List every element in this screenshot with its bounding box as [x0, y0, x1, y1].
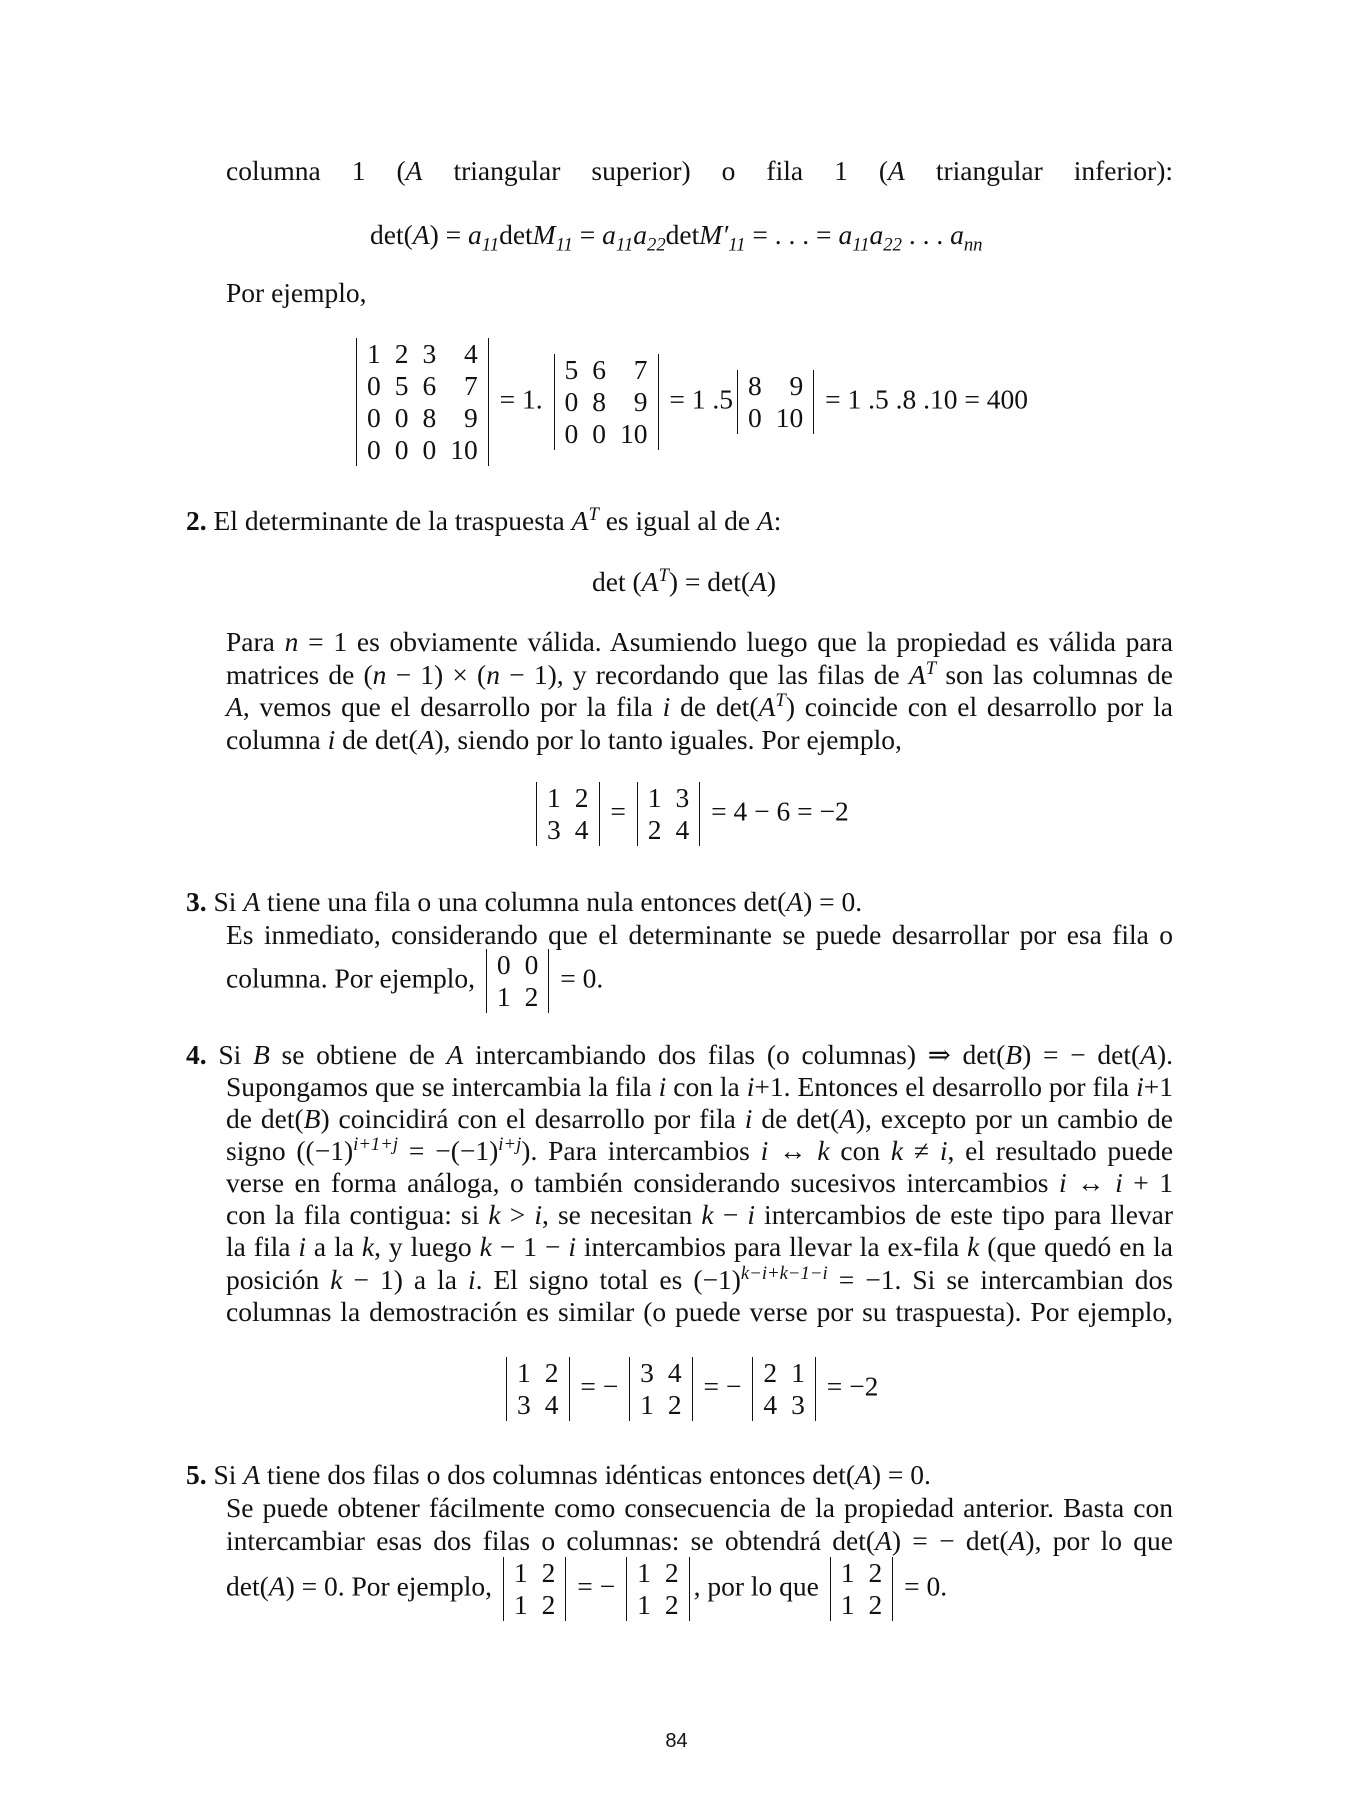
math-variable: A	[405, 155, 423, 186]
math-variable: a	[950, 219, 964, 250]
math-variable: n	[284, 626, 299, 657]
text-line: matrices de (n − 1) × (n − 1), y recordando que las filas de $A^T$ son las columnas de	[226, 657, 1173, 690]
matrix-entry: 1	[637, 1557, 651, 1588]
text-line-with-example: columna. Por ejemplo, 0 0 1 2 = 0.	[226, 949, 604, 1012]
math-variable: i	[298, 1231, 306, 1262]
matrix-entry: 1	[637, 1589, 651, 1620]
math-variable: A	[226, 691, 243, 722]
matrix-entry: 2	[541, 1589, 556, 1620]
math-variable: A	[756, 505, 774, 536]
text-line-with-example: det(A) = 0. Por ejemplo, 1 2 1 2 = − 1 2 1 2 , por lo que 1 2 1 2 = 0.	[226, 1557, 948, 1620]
matrix-entry: 2	[664, 1589, 679, 1620]
text-line: con la fila contigua: si k > i, se necesitan k − i intercambios de este tipo para llevar	[226, 1199, 1174, 1230]
math-variable: A	[908, 659, 926, 690]
matrix-entry: 0	[422, 434, 437, 465]
determinant-matrix	[629, 1357, 693, 1421]
matrix-entry: 1	[513, 1557, 528, 1588]
superscript: T	[925, 657, 937, 679]
math-variable: A	[417, 724, 435, 755]
math-variable: B	[1005, 1039, 1023, 1070]
matrix-entry: 3	[675, 782, 690, 813]
math-variable: M	[532, 219, 556, 250]
page-number: 84	[665, 1730, 688, 1752]
matrix-entry: 1	[647, 782, 662, 813]
text-line: Es inmediato, considerando que el determinante se puede desarrollar por esa fila o	[226, 919, 1173, 950]
superscript: T	[775, 689, 786, 711]
math-variable: i	[327, 724, 336, 755]
math-variable: A	[243, 1459, 261, 1490]
equation-example-transpose: 1 2 3 4 = 1 3 2 4 = 4 − 6 = −2	[532, 782, 849, 846]
text-line: Para n = 1 es obviamente válida. Asumiendo luego que la propiedad es válida para	[226, 626, 1173, 657]
matrix-entry: 5	[394, 370, 409, 401]
matrix-entry: 1	[367, 338, 381, 369]
matrix-entry: 0	[524, 949, 539, 980]
math-variable: i	[747, 1199, 755, 1230]
text-line: Por ejemplo,	[226, 277, 367, 308]
math-variable: A	[888, 155, 905, 186]
math-variable: A	[446, 1039, 464, 1070]
equation-triangular-det: $\det(A) = a_{11}\det M_{11} = a_{11}a_{22}\det M'_{11}$ = . . . = $a_{11}a_{22}$ . . . $a_{nn}$	[370, 219, 983, 256]
math-variable: A	[750, 566, 767, 597]
matrix-entry: 9	[633, 386, 648, 417]
matrix-entry: 4	[574, 814, 589, 845]
math-variable: k	[361, 1231, 375, 1262]
matrix-entry: 2	[868, 1589, 883, 1620]
math-variable: k	[330, 1264, 343, 1295]
text-line: verse en forma análoga, o también considerando sucesivos intercambios i ↔ i + 1	[226, 1167, 1174, 1198]
math-variable: M′	[699, 219, 729, 250]
math-variable: k	[817, 1135, 830, 1166]
equation-example-swap: 1 2 3 4 = − 3 4 1 2 = − 2 1 4 3 = −2	[502, 1357, 878, 1421]
determinant-matrix	[486, 949, 550, 1013]
matrix-entry: 1	[840, 1589, 855, 1620]
determinant-matrix	[536, 782, 600, 846]
matrix-entry: 7	[464, 370, 478, 401]
matrix-entry: 2	[664, 1557, 679, 1588]
math-variable: A	[1008, 1525, 1026, 1556]
superscript: T	[588, 503, 599, 525]
math-variable: A	[855, 1459, 872, 1490]
math-variable: A	[786, 886, 804, 917]
property-4-heading: 4. Si B se obtiene de A intercambiando dos filas (o columnas) ⇒ det(B) = − det(A).	[186, 1039, 1174, 1070]
matrix-entry: 1	[640, 1389, 654, 1420]
item-number: 2.	[186, 505, 207, 536]
subscript: 11	[852, 234, 870, 256]
property-3-heading: 3. Si A tiene una fila o una columna nula entonces det(A) = 0.	[186, 886, 863, 917]
superscript: T	[658, 564, 669, 586]
item-number: 3.	[186, 886, 207, 917]
matrix-entry: 0	[394, 402, 409, 433]
matrix-entry: 3	[791, 1389, 805, 1420]
matrix-entry: 9	[464, 402, 478, 433]
matrix-entry: 2	[763, 1357, 778, 1388]
math-variable: i	[568, 1231, 576, 1262]
math-variable: B	[303, 1103, 321, 1134]
matrix-entry: 0	[394, 434, 409, 465]
item-number: 5.	[186, 1459, 207, 1490]
matrix-entry: 6	[422, 370, 437, 401]
matrix-entry: 3	[422, 338, 437, 369]
equation-example-4x4: 1 2 3 4 0 5 6 7 0 0 8 9 0 0 0 10 = 1. 5 6 7 0 8 9 0 0 10 = 1 .5 8 9 0 10 = 1 .5 .8 .10 = 400	[352, 338, 1028, 466]
matrix-entry: 4	[544, 1389, 559, 1420]
math-variable: a	[869, 219, 884, 250]
determinant-matrix	[554, 354, 659, 450]
matrix-entry: 2	[544, 1357, 559, 1388]
subscript: nn	[963, 234, 983, 256]
matrix-entry: 1	[791, 1357, 805, 1388]
matrix-entry: 7	[633, 354, 648, 385]
matrix-entry: 2	[524, 981, 539, 1012]
math-variable: i	[534, 1199, 542, 1230]
math-variable: i	[658, 1071, 667, 1102]
text-line: columna i de det(A), siendo por lo tanto iguales. Por ejemplo,	[226, 724, 902, 755]
math-variable: A	[641, 566, 659, 597]
math-variable: a	[838, 219, 853, 250]
superscript: i+j	[498, 1133, 522, 1155]
math-variable: A	[838, 1103, 856, 1134]
matrix-entry: 4	[763, 1389, 778, 1420]
equation-transpose: $\det (A^T) = \det(A)$	[592, 564, 777, 597]
matrix-entry: 3	[547, 814, 561, 845]
subscript: 11	[728, 234, 746, 256]
text-line: columnas la demostración es similar (o puede verse por su traspuesta). Por ejemplo,	[226, 1296, 1173, 1327]
text-line: la fila i a la k, y luego k − 1 − i intercambios para llevar la ex-fila k (que quedó en la	[226, 1231, 1173, 1262]
math-variable: i	[744, 1103, 753, 1134]
text-line: Supongamos que se intercambia la fila i con la i+1. Entonces el desarrollo por fila i+1	[226, 1071, 1173, 1102]
math-variable: i	[1058, 1167, 1067, 1198]
math-variable: k	[890, 1135, 904, 1166]
matrix-entry: 8	[422, 402, 437, 433]
text-line: columna 1 (A triangular superior) o fila 1 (A triangular inferior):	[226, 155, 1173, 186]
matrix-entry: 0	[748, 402, 762, 433]
matrix-entry: 6	[592, 354, 607, 385]
matrix-entry: 8	[592, 386, 607, 417]
subscript: 11	[615, 234, 634, 256]
math-variable: A	[571, 505, 589, 536]
matrix-entry: 1	[547, 782, 561, 813]
matrix-entry: 1	[496, 981, 511, 1012]
math-variable: k	[479, 1231, 492, 1262]
matrix-entry: 0	[592, 418, 607, 449]
subscript: 11	[481, 234, 500, 256]
matrix-entry: 0	[496, 949, 511, 980]
determinant-matrix	[356, 338, 489, 466]
math-variable: i	[746, 1071, 755, 1102]
matrix-entry: 0	[564, 418, 579, 449]
subscript: 22	[646, 234, 666, 256]
matrix-entry: 4	[675, 814, 690, 845]
math-variable: i	[939, 1135, 948, 1166]
math-variable: k	[967, 1231, 980, 1262]
determinant-matrix	[626, 1557, 690, 1621]
matrix-entry: 2	[667, 1389, 682, 1420]
math-variable: a	[633, 219, 647, 250]
property-5-heading: 5. Si A tiene dos filas o dos columnas idénticas entonces det(A) = 0.	[186, 1459, 931, 1490]
matrix-entry: 1	[517, 1357, 531, 1388]
text-line: intercambiar esas dos filas o columnas: se obtendrá det(A) = − det(A), por lo que	[226, 1525, 1173, 1556]
text-line: posición k − 1) a la i. El signo total es $(-1)^{k-i+k-1-i} = -1$. Si se intercambian dos	[226, 1262, 1173, 1295]
math-variable: n	[372, 659, 387, 690]
determinant-matrix	[637, 782, 701, 846]
matrix-entry: 8	[748, 370, 762, 401]
determinant-matrix	[737, 370, 814, 434]
math-variable: B	[253, 1039, 270, 1070]
matrix-entry: 5	[564, 354, 579, 385]
matrix-entry: 2	[394, 338, 409, 369]
determinant-matrix	[503, 1557, 567, 1621]
superscript: k−i+k−1−i	[740, 1262, 828, 1284]
math-variable: A	[243, 886, 261, 917]
determinant-matrix	[506, 1357, 570, 1421]
matrix-entry: 2	[868, 1557, 883, 1588]
superscript: i+1+j	[353, 1133, 399, 1155]
text-line: signo $((-1)^{i+1+j} = -(-1)^{i+j})$. Para intercambios i ↔ k con k ≠ i, el resultado puede	[226, 1133, 1174, 1166]
math-variable: A	[875, 1525, 892, 1556]
subscript: 22	[883, 234, 902, 256]
matrix-entry: 0	[367, 434, 381, 465]
matrix-entry: 10	[450, 434, 478, 465]
item-number: 4.	[186, 1039, 207, 1070]
property-2-heading: 2. El determinante de la traspuesta $A^T$ es igual al de A:	[186, 503, 782, 536]
math-variable: i	[662, 691, 671, 722]
math-variable: i	[1115, 1167, 1123, 1198]
math-variable: k	[701, 1199, 714, 1230]
matrix-entry: 0	[367, 370, 381, 401]
matrix-entry: 10	[620, 418, 648, 449]
math-variable: a	[468, 219, 482, 250]
text-line: Se puede obtener fácilmente como consecuencia de la propiedad anterior. Basta con	[226, 1492, 1173, 1523]
subscript: 11	[555, 234, 573, 256]
matrix-entry: 2	[647, 814, 662, 845]
math-variable: i	[760, 1135, 769, 1166]
matrix-entry: 4	[667, 1357, 682, 1388]
determinant-matrix	[752, 1357, 816, 1421]
math-variable: i	[467, 1264, 476, 1295]
matrix-entry: 3	[640, 1357, 654, 1388]
math-variable: A	[758, 691, 776, 722]
matrix-entry: 1	[840, 1557, 855, 1588]
determinant-matrix	[830, 1557, 894, 1621]
text-line: de det(B) coincidirá con el desarrollo por fila i de det(A), excepto por un cambio de	[226, 1103, 1173, 1134]
matrix-entry: 0	[564, 386, 579, 417]
matrix-entry: 10	[775, 402, 804, 433]
math-variable: k	[488, 1199, 501, 1230]
matrix-entry: 4	[464, 338, 478, 369]
math-variable: a	[602, 219, 616, 250]
matrix-entry: 2	[574, 782, 589, 813]
math-variable: A	[412, 219, 430, 250]
matrix-entry: 1	[513, 1589, 528, 1620]
math-variable: A	[268, 1570, 286, 1602]
math-variable: n	[486, 659, 500, 690]
matrix-entry: 3	[517, 1389, 531, 1420]
matrix-entry: 9	[789, 370, 804, 401]
matrix-entry: 2	[541, 1557, 556, 1588]
math-variable: A	[1140, 1039, 1157, 1070]
matrix-entry: 0	[367, 402, 381, 433]
text-line: A, vemos que el desarrollo por la fila i de $\det(A^T)$ coincide con el desarrollo por la	[226, 689, 1173, 722]
math-variable: i	[1136, 1071, 1144, 1102]
